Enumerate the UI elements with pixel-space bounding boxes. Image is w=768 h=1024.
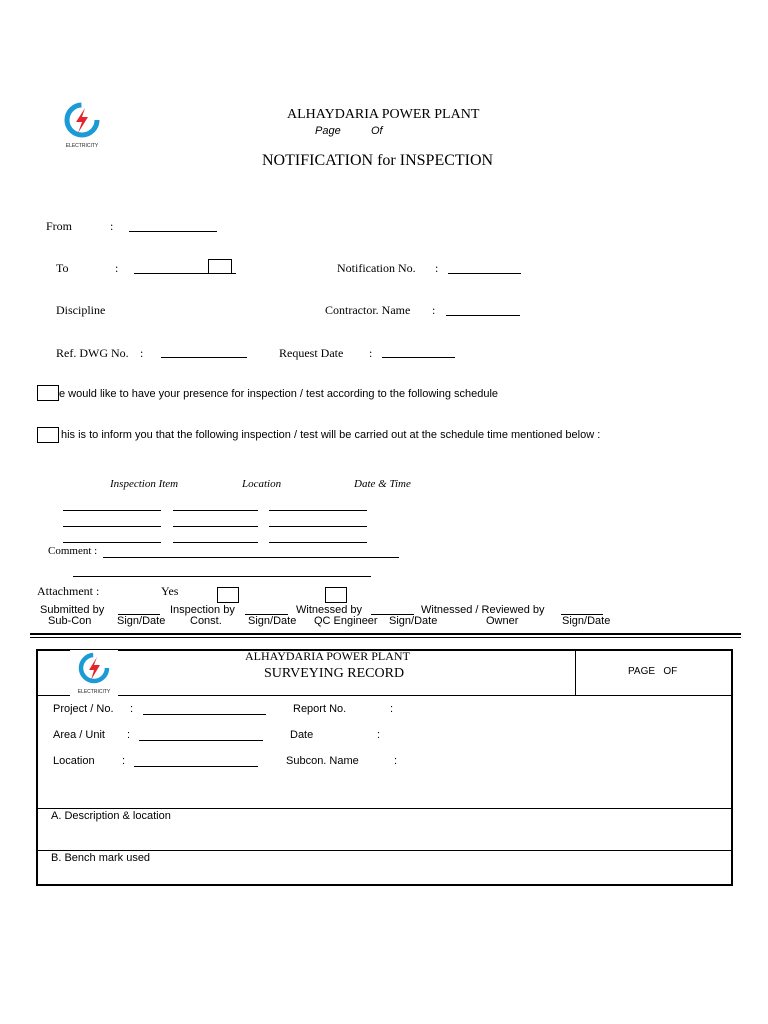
ref-dwg-field[interactable]	[161, 357, 247, 358]
sub-con-label: Sub-Con	[48, 615, 92, 627]
request-date-field[interactable]	[382, 357, 455, 358]
attachment-yes-checkbox[interactable]	[217, 587, 239, 603]
attachment-no-checkbox[interactable]	[325, 587, 347, 603]
attachment-label: Attachment :	[37, 584, 100, 598]
to-label: To	[56, 261, 69, 275]
logo-caption: ELECTRICITY	[77, 689, 111, 695]
to-colon: :	[115, 261, 119, 275]
attachment-yes-label: Yes	[161, 584, 179, 598]
survey-page-of: PAGE OF	[628, 666, 678, 677]
location-colon: :	[122, 755, 126, 767]
col-location: Location	[242, 478, 282, 490]
col-date-time: Date & Time	[354, 478, 411, 490]
section-a-label: A. Description & location	[51, 810, 171, 822]
submitted-by-label: Submitted by	[40, 604, 105, 616]
header-divider	[37, 695, 732, 696]
schedule-location-field-1[interactable]	[173, 510, 258, 511]
request-date-colon: :	[369, 346, 373, 360]
form-title: NOTIFICATION for INSPECTION	[262, 152, 494, 169]
col-inspection-item: Inspection Item	[110, 478, 179, 490]
report-no-colon: :	[390, 703, 394, 715]
presence-option-checkbox[interactable]	[37, 385, 59, 401]
discipline-label: Discipline	[56, 303, 106, 317]
notification-no-colon: :	[435, 261, 439, 275]
ref-dwg-colon: :	[140, 346, 144, 360]
inform-option-checkbox[interactable]	[37, 427, 59, 443]
comment-field-1[interactable]	[103, 557, 399, 558]
area-colon: :	[127, 729, 131, 741]
plant-name: ALHAYDARIA POWER PLANT	[287, 107, 480, 122]
contractor-label: Contractor. Name	[325, 303, 411, 317]
schedule-item-field-1[interactable]	[63, 510, 161, 511]
project-field[interactable]	[143, 714, 266, 715]
electricity-logo-icon	[58, 100, 106, 150]
section-divider-thin	[30, 637, 741, 638]
page-label: Page	[315, 125, 341, 137]
schedule-item-field-2[interactable]	[63, 526, 161, 527]
owner-label: Owner	[486, 615, 519, 627]
schedule-location-field-3[interactable]	[173, 542, 258, 543]
of-label: Of	[371, 125, 383, 137]
comment-field-2[interactable]	[73, 576, 371, 577]
schedule-item-field-3[interactable]	[63, 542, 161, 543]
area-field[interactable]	[139, 740, 263, 741]
survey-title: SURVEYING RECORD	[264, 666, 405, 681]
owner-sign-date-label: Sign/Date	[562, 615, 611, 627]
survey-plant-name: ALHAYDARIA POWER PLANT	[245, 649, 410, 663]
qc-engineer-label: QC Engineer	[314, 615, 378, 627]
report-no-label: Report No.	[293, 703, 347, 715]
date-colon: :	[377, 729, 381, 741]
schedule-datetime-field-3[interactable]	[269, 542, 367, 543]
location-field[interactable]	[134, 766, 258, 767]
to-checkbox[interactable]	[208, 259, 232, 274]
info-divider	[37, 808, 732, 809]
from-colon: :	[110, 219, 114, 233]
const-sign-date-label: Sign/Date	[248, 615, 297, 627]
schedule-datetime-field-2[interactable]	[269, 526, 367, 527]
project-label: Project / No.	[53, 703, 114, 715]
contractor-colon: :	[432, 303, 436, 317]
inform-option-text: his is to inform you that the following inspection / test will be carried out at the schedule time mentioned below :	[61, 429, 601, 441]
date-label: Date	[290, 729, 314, 741]
contractor-field[interactable]	[446, 315, 520, 316]
comment-label: Comment :	[48, 545, 98, 557]
section-a-divider	[37, 850, 732, 851]
subcon-name-colon: :	[394, 755, 398, 767]
electricity-logo-icon	[70, 650, 118, 696]
ref-dwg-label: Ref. DWG No.	[56, 346, 129, 360]
schedule-datetime-field-1[interactable]	[269, 510, 367, 511]
presence-option-text: e would like to have your presence for inspection / test according to the following schedule	[59, 388, 499, 400]
witnessed-by-label: Witnessed by	[296, 604, 363, 616]
inspection-by-label: Inspection by	[170, 604, 235, 616]
header-divider-vertical	[575, 650, 576, 696]
qc-sign-date-label: Sign/Date	[389, 615, 438, 627]
request-date-label: Request Date	[279, 346, 344, 360]
section-b-label: B. Bench mark used	[51, 852, 151, 864]
witnessed-reviewed-by-label: Witnessed / Reviewed by	[421, 604, 545, 616]
project-colon: :	[130, 703, 134, 715]
notification-no-label: Notification No.	[337, 261, 416, 275]
from-field[interactable]	[129, 231, 217, 232]
notification-no-field[interactable]	[448, 273, 521, 274]
location-label: Location	[53, 755, 95, 767]
from-label: From	[46, 219, 73, 233]
section-divider	[30, 633, 741, 635]
logo-caption: ELECTRICITY	[65, 143, 99, 149]
schedule-location-field-2[interactable]	[173, 526, 258, 527]
sub-con-sign-date-label: Sign/Date	[117, 615, 166, 627]
subcon-name-label: Subcon. Name	[286, 755, 359, 767]
area-label: Area / Unit	[53, 729, 105, 741]
const-label: Const.	[190, 615, 222, 627]
